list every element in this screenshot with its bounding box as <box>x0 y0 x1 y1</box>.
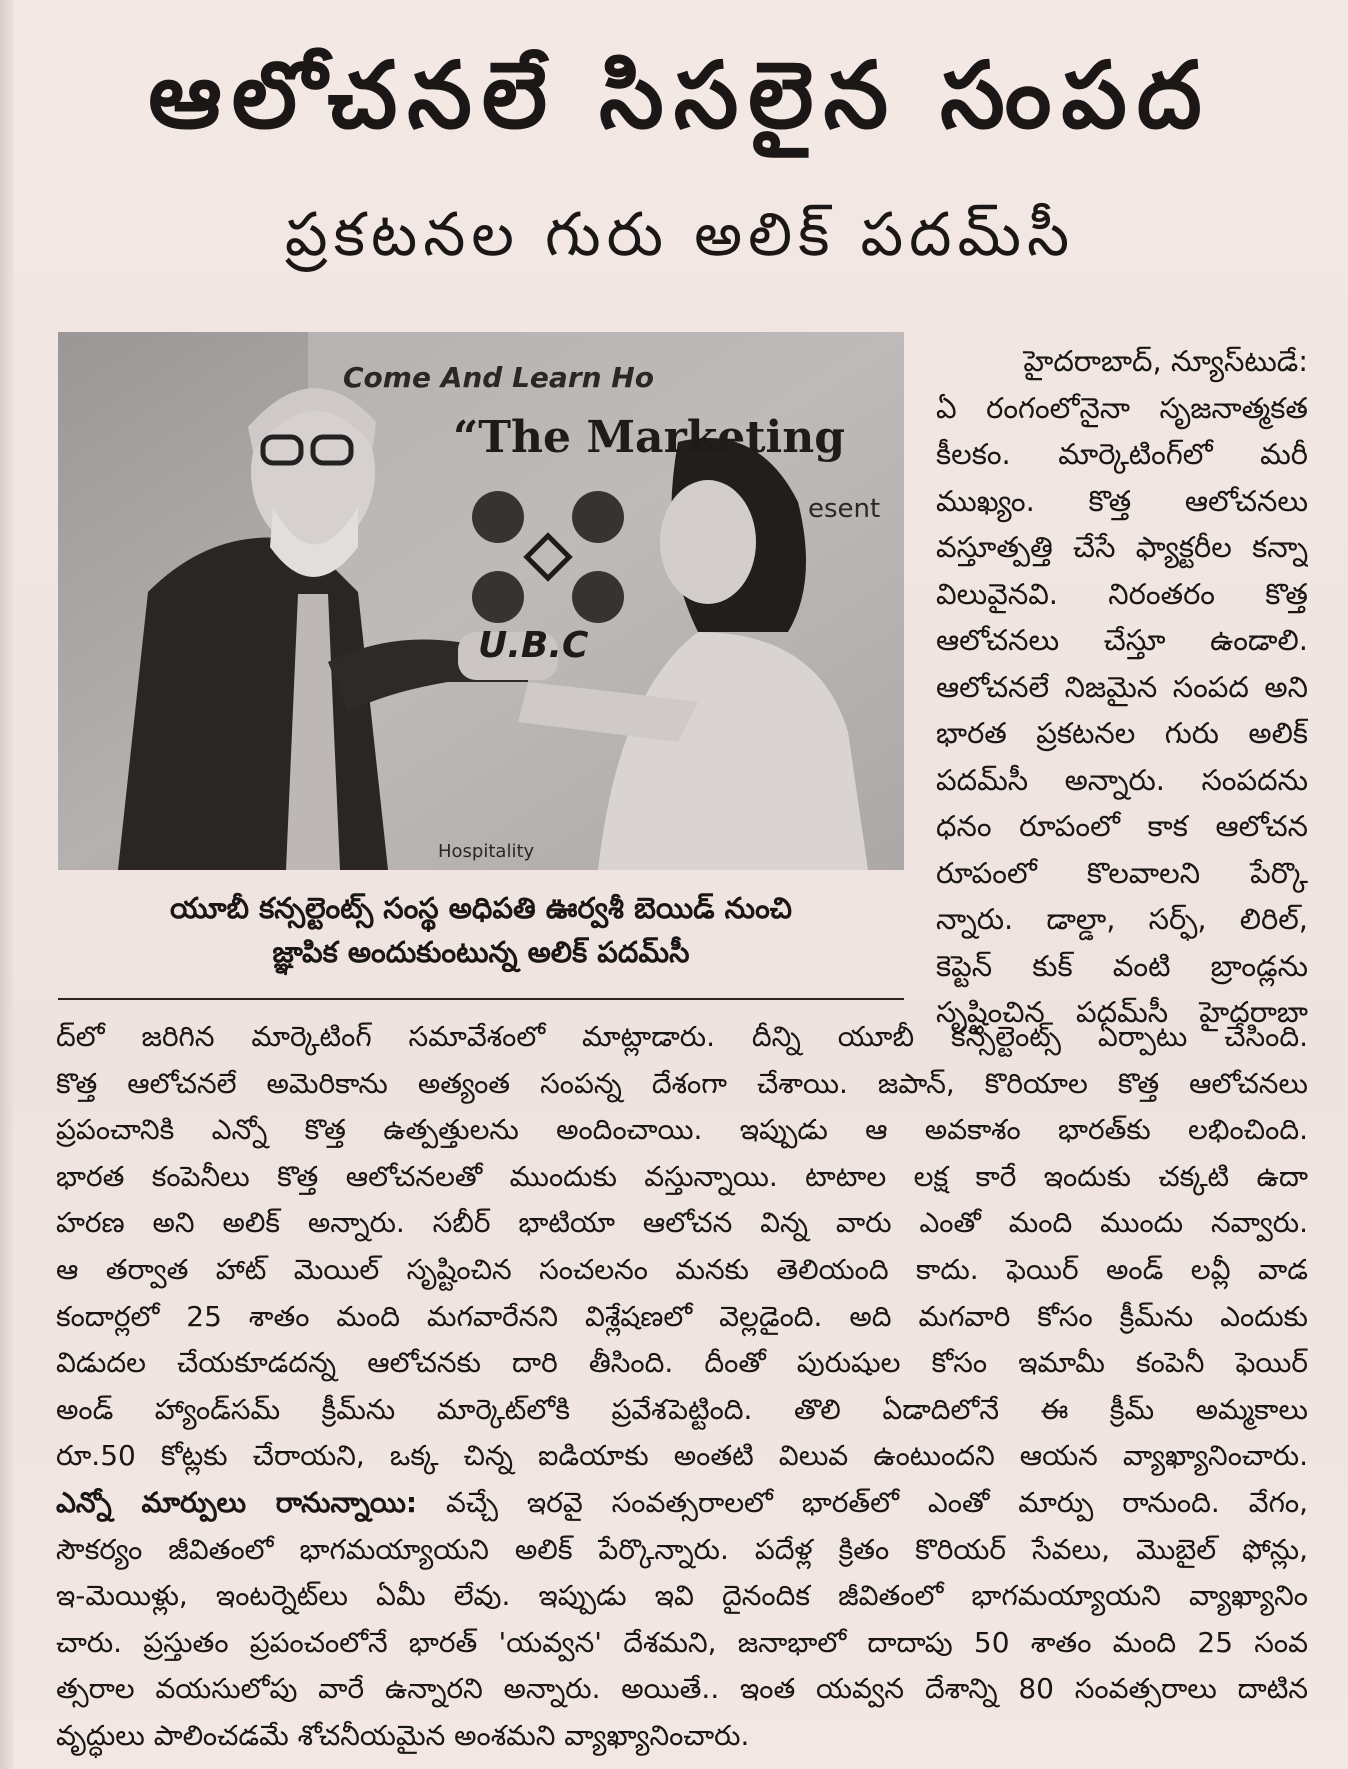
subheadline: ప్రకటనల గురు అలిక్ పదమ్‌సీ <box>284 200 1076 270</box>
body-line: హరణ అని అలిక్ అన్నారు. సబీర్ భాటియా ఆలోచన విన్న వారు ఎంతో మంది ముందు నవ్వారు. <box>56 1206 1308 1240</box>
right-column <box>936 338 1308 1036</box>
dateline: హైదరాబాద్, న్యూస్‌టుడే: <box>1023 344 1308 378</box>
column-line: సృష్టించిన పదమ్‌సీ హైదరాబా <box>936 995 1308 1029</box>
column-line: విలువైనవి. నిరంతరం కొత్త <box>936 576 1308 611</box>
column-line: ధనం రూపంలో కాక ఆలోచన <box>936 809 1308 843</box>
ubc-logo-text: U.B.C <box>478 625 589 666</box>
banner-line-2: “The Marketing <box>453 412 846 463</box>
body-line: చారు. ప్రస్తుతం ప్రపంచంలోనే భారత్ 'యవ్వన' దేశమని, జనాభాలో దాదాపు 50 శాతం మంది 25 సంవ <box>56 1625 1308 1659</box>
photo-illustration <box>58 332 904 870</box>
column-line: కీలకం. మార్కెటింగ్‌లో మరీ <box>936 437 1308 471</box>
body-line: భారత కంపెనీలు కొత్త ఆలోచనలతో ముందుకు వస్తున్నాయి. టాటాల లక్ష కారే ఇందుకు చక్కటి ఉదా <box>56 1159 1308 1193</box>
caption-line: జ్ఞాపిక అందుకుంటున్న అలిక్ పదమ్‌సీ <box>272 935 690 969</box>
column-line: రూపంలో కొలవాలని పేర్కొ <box>936 855 1308 890</box>
photo-caption <box>58 886 904 974</box>
banner-line-3: esent <box>808 494 881 524</box>
body-line: అండ్ హ్యాండ్‌సమ్ క్రీమ్‌ను మార్కెట్‌లోకి ప్రవేశపెట్టింది. తొలి ఏడాదిలోనే ఈ క్రీమ్ అమ్మకాలు <box>56 1392 1308 1426</box>
body-line: ద్‌లో జరిగిన మార్కెటింగ్ సమావేశంలో మాట్లాడారు. దీన్ని యూబీ కన్సల్టెంట్స్ ఏర్పాటు చేసింది. <box>56 1020 1308 1053</box>
headline: ఆలోచనలే సిసలైన సంపద <box>148 41 1212 149</box>
column-line: భారత ప్రకటనల గురు అలిక్ <box>936 716 1308 750</box>
column-line: ఆలోచనలు చేస్తూ ఉండాలి. <box>936 623 1308 657</box>
banner-line-1: Come And Learn Ho <box>343 361 654 394</box>
body-line: విడుదల చేయకూడదన్న ఆలోచనకు దారి తీసింది. దీంతో పురుషుల కోసం ఇమామీ కంపెనీ ఫెయిర్ <box>56 1346 1308 1380</box>
column-line: ముఖ్యం. కొత్త ఆలోచనలు <box>936 483 1308 518</box>
article-body <box>56 1014 1308 1760</box>
paper-edge <box>0 0 14 1769</box>
body-line: ఇ-మెయిళ్లు, ఇంటర్నెట్‌లు ఏమీ లేవు. ఇప్పుడు ఇవి దైనందిక జీవితంలో భాగమయ్యాయని వ్యాఖ్యానిం <box>56 1579 1308 1613</box>
body-line: సౌకర్యం జీవితంలో భాగమయ్యాయని అలిక్ పేర్కొన్నారు. పదేళ్ల క్రితం కొరియర్ సేవలు, మొబైల్ ఫోన్లు, <box>56 1532 1308 1566</box>
body-line: ప్రపంచానికి ఎన్నో కొత్త ఉత్పత్తులను అందించాయి. ఇప్పుడు ఆ అవకాశం భారత్‌కు లభించింది. <box>56 1113 1308 1147</box>
column-line: పదమ్‌సీ అన్నారు. సంపదను <box>936 762 1308 797</box>
column-line: కెప్టెన్ కుక్ వంటి బ్రాండ్లను <box>936 948 1308 983</box>
body-line: ఆ తర్వాత హాట్ మెయిల్ సృష్టించిన సంచలనం మనకు తెలియంది కాదు. ఫెయిర్ అండ్ లవ్లీ వాడ <box>56 1252 1308 1286</box>
body-line: కందార్లలో 25 శాతం మంది మగవారేనని విశ్లేషణలో వెల్లడైంది. అది మగవారి కోసం క్రీమ్‌ను ఎందుకు <box>56 1299 1308 1333</box>
column-line: వస్తూత్పత్తి చేసే ఫ్యాక్టరీల కన్నా <box>936 530 1308 564</box>
banner-footer: Hospitality <box>438 841 535 862</box>
body-line: వృద్ధులు పాలించడమే శోచనీయమైన అంశమని వ్యాఖ్యానించారు. <box>56 1718 750 1752</box>
divider <box>58 998 904 1000</box>
column-line: ఆలోచనలే నిజమైన సంపద అని <box>936 669 1308 704</box>
body-line: వచ్చే ఇరవై సంవత్సరాలలో భారత్‌లో ఎంతో మార్పు రానుంది. వేగం, <box>445 1485 1308 1519</box>
news-photo <box>58 332 904 870</box>
body-line-with-subheading <box>56 1480 1308 1527</box>
column-line: ఏ రంగంలోనైనా సృజనాత్మకత <box>936 390 1308 425</box>
body-line: త్సరాల వయసులోపు వారే ఉన్నారని అన్నారు. అయితే.. ఇంత యవ్వన దేశాన్ని 80 సంవత్సరాలు దాటిన <box>56 1672 1308 1706</box>
body-line: రూ.50 కోట్లకు చేరాయని, ఒక్క చిన్న ఐడియాకు అంతటి విలువ ఉంటుందని ఆయన వ్యాఖ్యానించారు. <box>56 1439 1308 1473</box>
body-line: కొత్త ఆలోచనలే అమెరికాను అత్యంత సంపన్న దేశంగా చేశాయి. జపాన్, కొరియాల కొత్త ఆలోచనలు <box>56 1066 1308 1100</box>
caption-line: యూబీ కన్సల్టెంట్స్ సంస్థ అధిపతి ఊర్వశీ బెయిడ్ నుంచి <box>170 891 792 925</box>
subsection-heading: ఎన్నో మార్పులు రానున్నాయి: <box>56 1485 418 1519</box>
column-line: న్నారు. డాల్డా, సర్ఫ్, లిరిల్, <box>936 902 1308 936</box>
